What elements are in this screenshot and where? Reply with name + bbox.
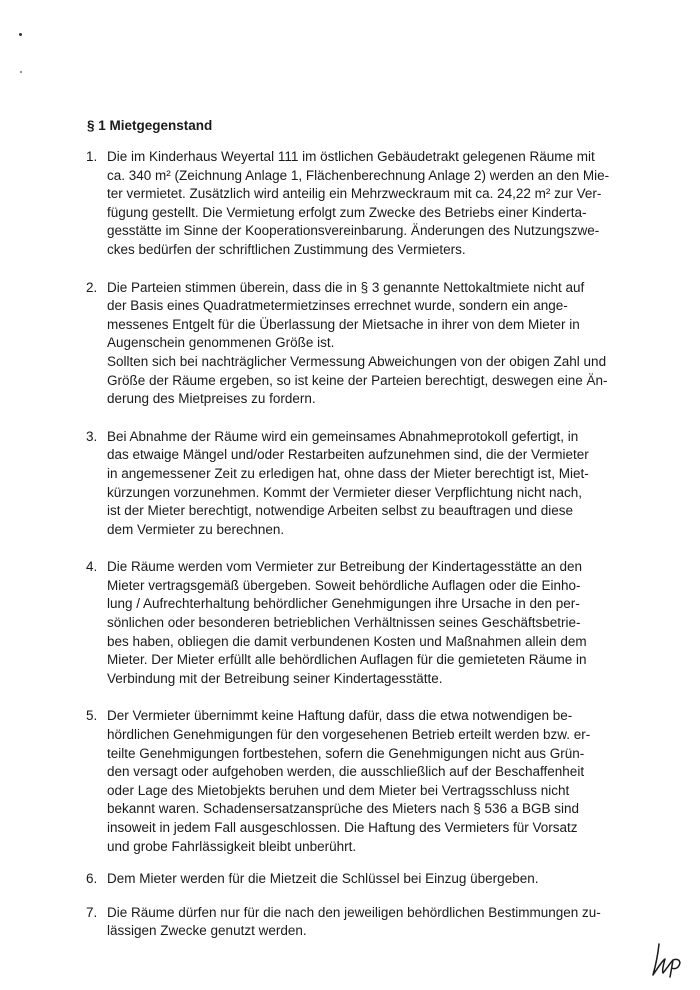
clause-line: bekannt waren. Schadensersatzansprüche des Mieters nach § 536 a BGB sind (107, 801, 580, 817)
clause-number: 1. (86, 149, 98, 164)
clause-line: Verbindung mit der Betreibung seiner Kindertagesstätte. (107, 670, 443, 686)
clause-line: ckes bedürfen der schriftlichen Zustimmung des Vermieters. (107, 241, 466, 257)
clause-list (86, 148, 617, 941)
clause-line: derung des Mietpreises zu fordern. (107, 391, 316, 407)
clause-number: 3. (86, 428, 98, 444)
clause-line: den versagt oder aufgehoben werden, die ausschließlich auf der Beschaffenheit (107, 764, 585, 780)
clause-line: bes haben, obliegen die damit verbundenen Kosten und Maßnahmen allein dem (107, 633, 587, 649)
clause-number: 5. (86, 708, 98, 724)
clause-text (107, 279, 617, 409)
clause-item (86, 904, 617, 941)
clause-line: messenes Entgelt für die Überlassung der Mietsache in ihrer von dem Mieter in (107, 316, 580, 332)
section-heading: § 1 Mietgegenstand (87, 118, 213, 133)
clause-line: insoweit in jedem Fall ausgeschlossen. Die Haftung des Vermieters für Vorsatz (107, 820, 578, 835)
clause-text (107, 148, 617, 260)
clause-number: 4. (86, 559, 98, 575)
clause-line: Die Räume dürfen nur für die nach den jeweiligen behördlichen Bestimmungen zu- (107, 904, 601, 920)
clause-text (107, 904, 617, 941)
clause-item (86, 870, 617, 889)
clause-line: ca. 340 m² (Zeichnung Anlage 1, Flächenberechnung Anlage 2) werden an den Mie- (107, 167, 610, 183)
clause-line: ist der Mieter berechtigt, notwendige Arbeiten selbst zu beauftragen und diese (107, 503, 574, 519)
clause-text (107, 558, 617, 688)
clause-line: Die Parteien stimmen überein, dass die in § 3 genannte Nettokaltmiete nicht auf (107, 279, 585, 295)
initials-signature (651, 942, 691, 978)
clause-item (86, 148, 617, 260)
clause-text (107, 428, 617, 540)
clause-line: Dem Mieter werden für die Mietzeit die Schlüssel bei Einzug übergeben. (107, 871, 539, 887)
clause-line: lässigen Zwecke genutzt werden. (107, 923, 307, 939)
clause-line: gesstätte im Sinne der Kooperationsvereinbarung. Änderungen des Nutzungszwe- (107, 223, 600, 239)
clause-line: Augenschein genommenen Größe ist. (107, 335, 335, 351)
clause-number: 2. (86, 279, 98, 295)
clause-text (107, 707, 617, 856)
clause-line: Mieter. Der Mieter erfüllt alle behördlichen Auflagen für die gemieteten Räume in (107, 652, 587, 668)
clause-line: Die im Kinderhaus Weyertal 111 im östlichen Gebäudetrakt gelegenen Räume mit (107, 149, 595, 164)
clause-line: und grobe Fahrlässigkeit bleibt unberührt. (107, 838, 357, 854)
clause-line: dem Vermieter zu berechnen. (107, 521, 285, 537)
clause-line: das etwaige Mängel und/oder Restarbeiten aufzunehmen sind, die der Vermieter (107, 447, 589, 463)
clause-text (107, 870, 617, 889)
clause-line: Bei Abnahme der Räume wird ein gemeinsames Abnahmeprotokoll gefertigt, in (107, 428, 579, 444)
clause-line: fügung gestellt. Die Vermietung erfolgt zum Zwecke des Betriebs einer Kinderta- (107, 204, 587, 220)
clause-line: kürzungen vorzunehmen. Kommt der Vermieter dieser Verpflichtung nicht nach, (107, 484, 582, 500)
clause-line: Der Vermieter übernimmt keine Haftung dafür, dass die etwa notwendigen be- (107, 708, 573, 724)
clause-item (86, 707, 617, 856)
clause-line: Sollten sich bei nachträglicher Vermessung Abweichungen von der obigen Zahl und (107, 353, 607, 369)
clause-item (86, 428, 617, 540)
clause-line: lung / Aufrechterhaltung behördlicher Genehmigungen ihre Ursache in den per- (107, 596, 580, 612)
clause-number: 6. (86, 871, 98, 887)
clause-line: hördlichen Genehmigungen für den vorgesehenen Betrieb erteilt werden bzw. er- (107, 727, 591, 743)
clause-line: Größe der Räume ergeben, so ist keine der Parteien berechtigt, deswegen eine Än- (107, 372, 608, 388)
clause-line: der Basis eines Quadratmetermietzinses errechnet wurde, sondern ein ange- (107, 298, 568, 314)
clause-line: in angemessener Zeit zu erledigen hat, ohne dass der Mieter berechtigt ist, Miet- (107, 465, 589, 481)
clause-item (86, 558, 617, 688)
clause-line: teilte Genehmigungen fortbestehen, sofern die Genehmigungen nicht aus Grün- (107, 745, 585, 761)
scan-speck (20, 71, 22, 73)
clause-line: Mieter vertragsgemäß übergeben. Soweit behördliche Auflagen oder die Einho- (107, 577, 581, 593)
clause-item (86, 279, 617, 409)
clause-line: ter vermietet. Zusätzlich wird anteilig ein Mehrzweckraum mit ca. 24,22 m² zur Ver- (107, 186, 602, 202)
clause-line: Die Räume werden vom Vermieter zur Betreibung der Kindertagesstätte an den (107, 559, 583, 575)
clause-number: 7. (86, 904, 98, 920)
scan-speck (19, 33, 22, 36)
clause-line: sönlichen oder besonderen betrieblichen Verhältnissen seines Geschäftsbetrie- (107, 615, 581, 631)
clause-line: oder Lage des Mietobjekts beruhen und dem Mieter bei Vertragsschluss nicht (107, 782, 570, 798)
